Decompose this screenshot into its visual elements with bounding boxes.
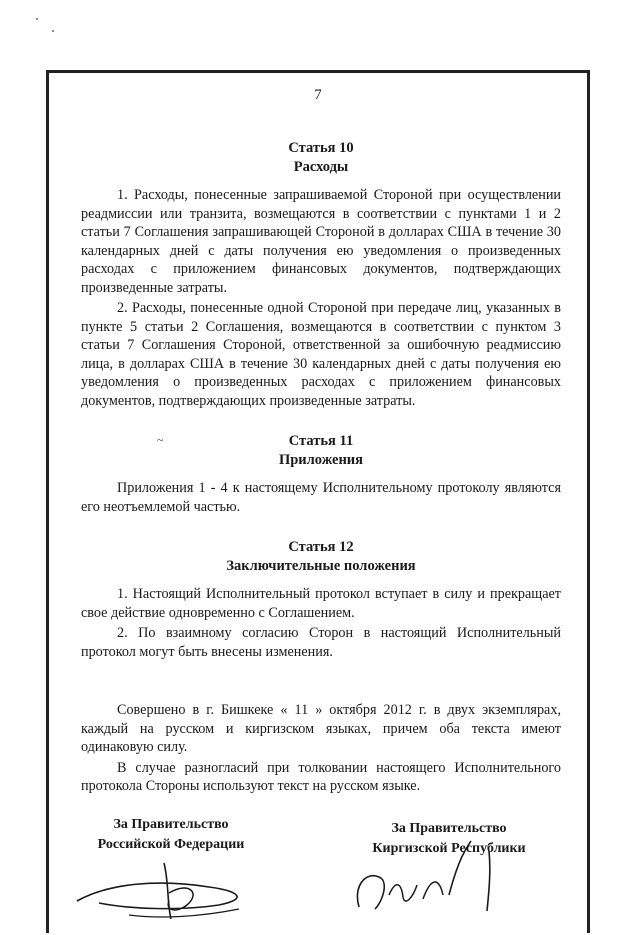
paragraph: Приложения 1 - 4 к настоящему Исполнительному протоколу являются его неотъемлемой частью. [81, 480, 561, 515]
page-frame [46, 70, 590, 933]
signatory-line-1: За Правительство [391, 821, 507, 836]
stray-mark-icon: ~ [157, 433, 164, 447]
article-number: Статья 11 [288, 433, 354, 449]
closing-paragraph: Совершено в г. Бишкеке « 11 » октября 2012 г. в двух экземплярах, каждый на русском и киргизском языках, причем оба текста имеют одинаковую силу. [81, 702, 561, 755]
article-number: Статья 12 [288, 539, 354, 555]
article-title: Расходы [293, 158, 349, 175]
paragraph: 2. По взаимному согласию Сторон в настоящий Исполнительный протокол могут быть внесены изменения. [81, 625, 561, 660]
article-10 [81, 139, 561, 410]
paragraph: 2. Расходы, понесенные одной Стороной при передаче лиц, указанных в пункте 5 статьи 2 Соглашения, возмещаются в соответствии с пунктом 3 статьи 7 Соглашения Стороной, ответственной за ошибочную реадмиссию лица, в долларах США в течение 30 календарных дней с даты получения ею уведомления о произведенных расходах с приложением финансовых документов, подтверждающих произведенные затраты. [81, 300, 561, 409]
article-number: Статья 10 [288, 140, 354, 156]
closing-paragraph: В случае разногласий при толковании настоящего Исполнительного протокола Стороны используют текст на русском языке. [81, 759, 561, 794]
signatory-line-1: За Правительство [113, 817, 229, 832]
signature-section [49, 815, 587, 935]
article-title: Заключительные положения [226, 557, 416, 574]
signature-left-icon [69, 853, 269, 923]
signatory-line-2: Киргизской Республики [372, 841, 526, 856]
paragraph: 1. Расходы, понесенные запрашиваемой Стороной при осуществлении реадмиссии или транзита, возмещаются в соответствии с пунктами 1 и 2 статьи 7 Соглашения запрашивающей Стороной в долларах США в течение 30 календарных дней с даты получения ею уведомления о произведенных расходах с приложением финансовых документов, подтверждающих произведенные затраты. [81, 187, 561, 296]
page-number: 7 [314, 87, 322, 103]
closing-section [81, 701, 561, 796]
scan-speck [36, 18, 38, 20]
signature-block-left [51, 815, 291, 855]
article-11 [81, 432, 561, 516]
signature-right-icon [339, 837, 529, 917]
article-title: Приложения [278, 451, 364, 468]
article-12 [81, 538, 561, 661]
document-body [81, 139, 561, 796]
paragraph: 1. Настоящий Исполнительный протокол вступает в силу и прекращает свое действие одновременно с Соглашением. [81, 586, 561, 621]
signatory-line-2: Российской Федерации [97, 837, 245, 852]
scan-speck [52, 30, 54, 32]
